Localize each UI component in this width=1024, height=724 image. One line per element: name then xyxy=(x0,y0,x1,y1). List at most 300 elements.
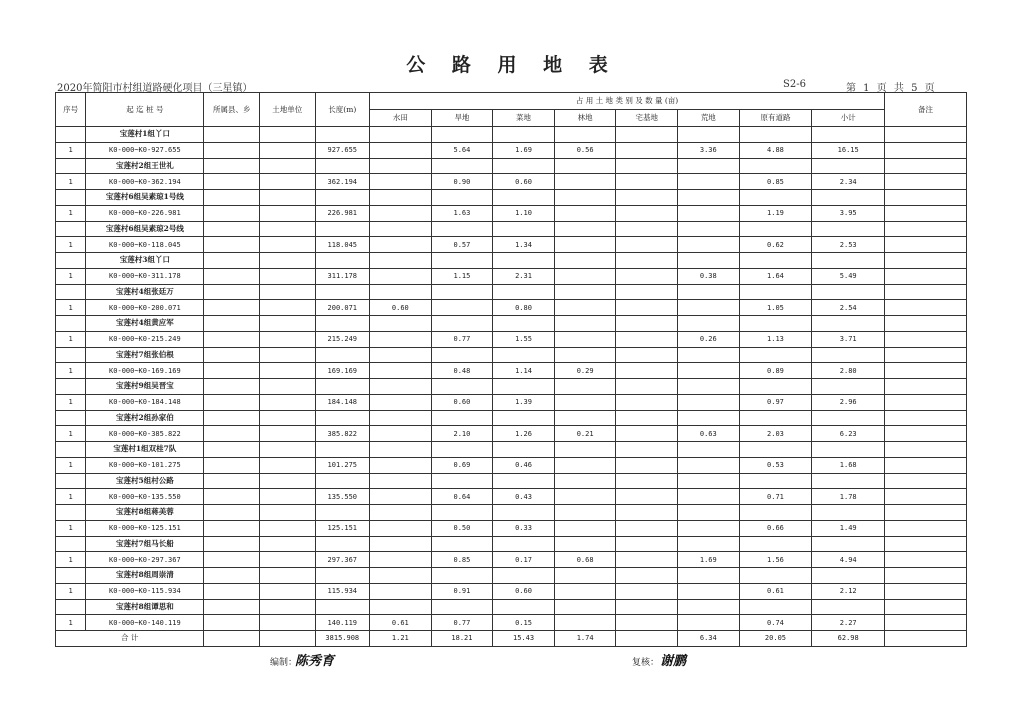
row-value xyxy=(370,426,432,442)
row-seq: 1 xyxy=(56,552,86,568)
empty-cell xyxy=(812,410,885,426)
empty-cell xyxy=(259,473,315,489)
empty-cell xyxy=(885,379,967,395)
row-value: 1.10 xyxy=(493,205,555,221)
empty-cell xyxy=(493,536,555,552)
row-length: 215.249 xyxy=(315,331,370,347)
row-value: 0.97 xyxy=(739,394,812,410)
empty-cell xyxy=(493,316,555,332)
empty-cell xyxy=(493,473,555,489)
row-value xyxy=(554,331,616,347)
row-value xyxy=(431,300,493,316)
row-seq: 1 xyxy=(56,142,86,158)
empty-cell xyxy=(370,410,432,426)
empty-cell xyxy=(554,347,616,363)
empty-cell xyxy=(56,568,86,584)
row-value: 1.64 xyxy=(739,268,812,284)
row-value xyxy=(554,300,616,316)
row-value: 1.34 xyxy=(493,237,555,253)
empty-cell xyxy=(204,568,260,584)
row-value: 0.43 xyxy=(493,489,555,505)
row-land-unit xyxy=(259,205,315,221)
row-length: 362.194 xyxy=(315,174,370,190)
row-remark xyxy=(885,394,967,410)
section-name: 宝莲村5组村公路 xyxy=(86,473,204,489)
row-value: 2.12 xyxy=(812,583,885,599)
row-value xyxy=(678,205,740,221)
empty-cell xyxy=(812,158,885,174)
empty-cell xyxy=(370,599,432,615)
row-seq: 1 xyxy=(56,520,86,536)
empty-cell xyxy=(493,379,555,395)
empty-cell xyxy=(493,442,555,458)
header-type: 小计 xyxy=(812,110,885,127)
row-value xyxy=(678,457,740,473)
row-value: 2.34 xyxy=(812,174,885,190)
empty-cell xyxy=(885,221,967,237)
row-county xyxy=(204,205,260,221)
empty-cell xyxy=(554,284,616,300)
empty-cell xyxy=(493,568,555,584)
section-name-row xyxy=(56,158,967,174)
empty-cell xyxy=(554,316,616,332)
empty-cell xyxy=(259,536,315,552)
row-value: 1.69 xyxy=(493,142,555,158)
section-name: 宝莲村4组张廷万 xyxy=(86,284,204,300)
row-value xyxy=(370,142,432,158)
row-value xyxy=(616,205,678,221)
empty-cell xyxy=(885,158,967,174)
row-length: 169.169 xyxy=(315,363,370,379)
header-land-unit: 土地单位 xyxy=(259,93,315,127)
row-seq: 1 xyxy=(56,174,86,190)
empty-cell xyxy=(739,505,812,521)
section-name-row xyxy=(56,127,967,143)
empty-cell xyxy=(56,158,86,174)
empty-cell xyxy=(315,284,370,300)
empty-cell xyxy=(370,505,432,521)
empty-cell xyxy=(616,221,678,237)
empty-cell xyxy=(56,284,86,300)
header-type: 荒地 xyxy=(678,110,740,127)
empty-cell xyxy=(315,536,370,552)
table-row xyxy=(56,426,967,442)
empty-cell xyxy=(616,253,678,269)
row-value: 1.13 xyxy=(739,331,812,347)
row-value: 1.05 xyxy=(739,300,812,316)
empty-cell xyxy=(315,568,370,584)
empty-cell xyxy=(678,379,740,395)
row-value xyxy=(554,268,616,284)
row-county xyxy=(204,426,260,442)
empty-cell xyxy=(431,599,493,615)
empty-cell xyxy=(370,347,432,363)
row-value: 0.56 xyxy=(554,142,616,158)
empty-cell xyxy=(370,379,432,395)
empty-cell xyxy=(431,442,493,458)
empty-cell xyxy=(259,221,315,237)
empty-cell xyxy=(56,536,86,552)
row-seq: 1 xyxy=(56,205,86,221)
row-range: K0-000~K0-226.981 xyxy=(86,205,204,221)
row-value: 3.71 xyxy=(812,331,885,347)
empty-cell xyxy=(56,127,86,143)
row-county xyxy=(204,520,260,536)
row-remark xyxy=(885,268,967,284)
row-value xyxy=(678,237,740,253)
empty-cell xyxy=(493,221,555,237)
row-value: 0.80 xyxy=(493,300,555,316)
section-name-row xyxy=(56,599,967,615)
reviewer-label: 复核： xyxy=(632,658,660,668)
row-value xyxy=(370,457,432,473)
empty-cell xyxy=(56,505,86,521)
empty-cell xyxy=(370,568,432,584)
empty-cell xyxy=(812,473,885,489)
row-county xyxy=(204,615,260,631)
row-value: 0.66 xyxy=(739,520,812,536)
empty-cell xyxy=(616,505,678,521)
row-range: K0-000~K0-169.169 xyxy=(86,363,204,379)
header-type: 水田 xyxy=(370,110,432,127)
row-length: 135.550 xyxy=(315,489,370,505)
table-row xyxy=(56,331,967,347)
empty-cell xyxy=(370,284,432,300)
row-value xyxy=(616,394,678,410)
empty-cell xyxy=(739,190,812,206)
empty-cell xyxy=(431,158,493,174)
row-value: 2.54 xyxy=(812,300,885,316)
row-value xyxy=(678,583,740,599)
empty-cell xyxy=(812,379,885,395)
empty-cell xyxy=(493,127,555,143)
row-value: 0.85 xyxy=(431,552,493,568)
empty-cell xyxy=(204,347,260,363)
row-value: 1.69 xyxy=(678,552,740,568)
empty-cell xyxy=(616,190,678,206)
section-name: 宝莲村3组丫口 xyxy=(86,253,204,269)
row-seq: 1 xyxy=(56,331,86,347)
row-value xyxy=(678,300,740,316)
row-remark xyxy=(885,174,967,190)
section-name: 宝莲村8组蒋美蓉 xyxy=(86,505,204,521)
header-land-group: 占 用 土 地 类 别 及 数 量 (亩) xyxy=(370,93,885,110)
empty-cell xyxy=(812,284,885,300)
empty-cell xyxy=(812,505,885,521)
row-land-unit xyxy=(259,300,315,316)
row-value: 0.77 xyxy=(431,615,493,631)
row-value: 0.85 xyxy=(739,174,812,190)
row-value xyxy=(616,300,678,316)
row-remark xyxy=(885,205,967,221)
table-row xyxy=(56,174,967,190)
table-row xyxy=(56,520,967,536)
empty-cell xyxy=(204,284,260,300)
empty-cell xyxy=(56,410,86,426)
row-length: 101.275 xyxy=(315,457,370,473)
section-name-row xyxy=(56,284,967,300)
total-value xyxy=(616,631,678,647)
row-county xyxy=(204,583,260,599)
header-type: 宅基地 xyxy=(616,110,678,127)
row-remark xyxy=(885,583,967,599)
empty-cell xyxy=(554,442,616,458)
empty-cell xyxy=(431,253,493,269)
row-value xyxy=(370,174,432,190)
table-row xyxy=(56,583,967,599)
row-remark xyxy=(885,520,967,536)
empty-cell xyxy=(431,410,493,426)
row-land-unit xyxy=(259,331,315,347)
row-value xyxy=(616,552,678,568)
row-value xyxy=(554,237,616,253)
section-name: 宝莲村6组吴素琼2号线 xyxy=(86,221,204,237)
row-value: 0.15 xyxy=(493,615,555,631)
empty-cell xyxy=(554,568,616,584)
row-value xyxy=(554,489,616,505)
row-range: K0-000~K0-385.822 xyxy=(86,426,204,442)
empty-cell xyxy=(315,127,370,143)
table-row xyxy=(56,237,967,253)
empty-cell xyxy=(259,599,315,615)
empty-cell xyxy=(678,221,740,237)
header-type: 菜地 xyxy=(493,110,555,127)
row-value: 0.90 xyxy=(431,174,493,190)
header-remark: 备注 xyxy=(885,93,967,127)
empty-cell xyxy=(678,410,740,426)
row-value: 1.68 xyxy=(812,457,885,473)
total-land-unit xyxy=(259,631,315,647)
empty-cell xyxy=(259,127,315,143)
empty-cell xyxy=(259,347,315,363)
empty-cell xyxy=(204,442,260,458)
empty-cell xyxy=(204,505,260,521)
section-name: 宝莲村4组黄应军 xyxy=(86,316,204,332)
empty-cell xyxy=(885,284,967,300)
empty-cell xyxy=(370,253,432,269)
row-value xyxy=(370,520,432,536)
section-name: 宝莲村8组周崇清 xyxy=(86,568,204,584)
section-name-row xyxy=(56,505,967,521)
section-name-row xyxy=(56,379,967,395)
row-length: 118.045 xyxy=(315,237,370,253)
row-land-unit xyxy=(259,426,315,442)
row-value: 0.60 xyxy=(431,394,493,410)
total-county xyxy=(204,631,260,647)
row-value: 0.74 xyxy=(739,615,812,631)
empty-cell xyxy=(678,568,740,584)
empty-cell xyxy=(678,253,740,269)
row-length: 115.934 xyxy=(315,583,370,599)
row-length: 140.119 xyxy=(315,615,370,631)
row-land-unit xyxy=(259,552,315,568)
row-range: K0-000~K0-101.275 xyxy=(86,457,204,473)
row-range: K0-000~K0-362.194 xyxy=(86,174,204,190)
row-value xyxy=(370,331,432,347)
row-value: 1.26 xyxy=(493,426,555,442)
empty-cell xyxy=(616,410,678,426)
section-name: 宝莲村7组张伯根 xyxy=(86,347,204,363)
empty-cell xyxy=(885,410,967,426)
empty-cell xyxy=(616,568,678,584)
empty-cell xyxy=(678,536,740,552)
row-value xyxy=(616,237,678,253)
row-length: 226.981 xyxy=(315,205,370,221)
header-seq: 序号 xyxy=(56,93,86,127)
row-range: K0-000~K0-200.071 xyxy=(86,300,204,316)
row-land-unit xyxy=(259,615,315,631)
row-value: 0.64 xyxy=(431,489,493,505)
table-code: S2-6 xyxy=(783,79,806,90)
row-range: K0-000~K0-297.367 xyxy=(86,552,204,568)
empty-cell xyxy=(431,284,493,300)
total-row xyxy=(56,631,967,647)
row-land-unit xyxy=(259,268,315,284)
total-value: 1.21 xyxy=(370,631,432,647)
row-range: K0-000~K0-184.148 xyxy=(86,394,204,410)
row-county xyxy=(204,552,260,568)
page-info: 第 1 页 共 5 页 xyxy=(846,83,937,94)
empty-cell xyxy=(678,505,740,521)
row-range: K0-000~K0-140.119 xyxy=(86,615,204,631)
row-seq: 1 xyxy=(56,489,86,505)
empty-cell xyxy=(739,253,812,269)
empty-cell xyxy=(204,599,260,615)
empty-cell xyxy=(204,190,260,206)
row-value xyxy=(370,394,432,410)
row-value: 0.63 xyxy=(678,426,740,442)
empty-cell xyxy=(56,347,86,363)
row-value: 1.14 xyxy=(493,363,555,379)
header-length: 长度(m) xyxy=(315,93,370,127)
row-value xyxy=(554,615,616,631)
row-county xyxy=(204,363,260,379)
empty-cell xyxy=(431,190,493,206)
section-name: 宝莲村6组吴素琼1号线 xyxy=(86,190,204,206)
row-value: 5.64 xyxy=(431,142,493,158)
empty-cell xyxy=(616,536,678,552)
empty-cell xyxy=(259,410,315,426)
empty-cell xyxy=(812,599,885,615)
row-length: 385.822 xyxy=(315,426,370,442)
row-value: 2.03 xyxy=(739,426,812,442)
total-value: 1.74 xyxy=(554,631,616,647)
row-range: K0-000~K0-118.045 xyxy=(86,237,204,253)
empty-cell xyxy=(56,253,86,269)
row-value xyxy=(370,363,432,379)
empty-cell xyxy=(616,442,678,458)
empty-cell xyxy=(739,599,812,615)
empty-cell xyxy=(493,253,555,269)
section-name-row xyxy=(56,221,967,237)
row-value: 1.63 xyxy=(431,205,493,221)
empty-cell xyxy=(885,599,967,615)
land-use-table xyxy=(55,92,967,647)
empty-cell xyxy=(431,127,493,143)
empty-cell xyxy=(616,473,678,489)
row-length: 311.178 xyxy=(315,268,370,284)
total-length: 3815.908 xyxy=(315,631,370,647)
row-value: 0.69 xyxy=(431,457,493,473)
empty-cell xyxy=(204,253,260,269)
row-remark xyxy=(885,489,967,505)
table-row xyxy=(56,268,967,284)
row-seq: 1 xyxy=(56,300,86,316)
compiler-signature: 陈秀育 xyxy=(295,654,335,669)
row-value xyxy=(678,394,740,410)
empty-cell xyxy=(739,347,812,363)
row-value: 0.26 xyxy=(678,331,740,347)
row-value xyxy=(678,615,740,631)
row-value: 2.96 xyxy=(812,394,885,410)
row-value xyxy=(370,268,432,284)
empty-cell xyxy=(678,347,740,363)
empty-cell xyxy=(315,347,370,363)
empty-cell xyxy=(885,505,967,521)
row-value: 4.94 xyxy=(812,552,885,568)
section-name-row xyxy=(56,442,967,458)
empty-cell xyxy=(616,284,678,300)
row-value xyxy=(554,457,616,473)
empty-cell xyxy=(812,190,885,206)
compiler-label: 编制： xyxy=(270,658,298,668)
empty-cell xyxy=(315,158,370,174)
row-value: 1.19 xyxy=(739,205,812,221)
row-value: 0.57 xyxy=(431,237,493,253)
empty-cell xyxy=(259,505,315,521)
row-remark xyxy=(885,142,967,158)
total-value: 6.34 xyxy=(678,631,740,647)
row-county xyxy=(204,142,260,158)
empty-cell xyxy=(554,253,616,269)
row-value: 0.21 xyxy=(554,426,616,442)
row-value: 0.29 xyxy=(554,363,616,379)
empty-cell xyxy=(315,190,370,206)
section-name: 宝莲村1组双桂7队 xyxy=(86,442,204,458)
row-value: 0.17 xyxy=(493,552,555,568)
empty-cell xyxy=(812,568,885,584)
row-county xyxy=(204,174,260,190)
empty-cell xyxy=(678,158,740,174)
row-length: 184.148 xyxy=(315,394,370,410)
empty-cell xyxy=(493,284,555,300)
empty-cell xyxy=(259,442,315,458)
empty-cell xyxy=(739,284,812,300)
section-name: 宝莲村8组谭思和 xyxy=(86,599,204,615)
row-value: 0.60 xyxy=(493,174,555,190)
section-name-row xyxy=(56,410,967,426)
row-land-unit xyxy=(259,237,315,253)
empty-cell xyxy=(315,442,370,458)
row-value xyxy=(554,583,616,599)
row-value xyxy=(616,520,678,536)
empty-cell xyxy=(616,316,678,332)
row-value xyxy=(370,205,432,221)
section-name-row xyxy=(56,253,967,269)
row-value: 0.68 xyxy=(554,552,616,568)
row-value xyxy=(370,583,432,599)
row-value: 0.71 xyxy=(739,489,812,505)
empty-cell xyxy=(812,442,885,458)
empty-cell xyxy=(431,316,493,332)
empty-cell xyxy=(739,127,812,143)
empty-cell xyxy=(56,473,86,489)
table-row xyxy=(56,205,967,221)
empty-cell xyxy=(616,127,678,143)
empty-cell xyxy=(554,473,616,489)
empty-cell xyxy=(315,253,370,269)
row-value: 0.91 xyxy=(431,583,493,599)
